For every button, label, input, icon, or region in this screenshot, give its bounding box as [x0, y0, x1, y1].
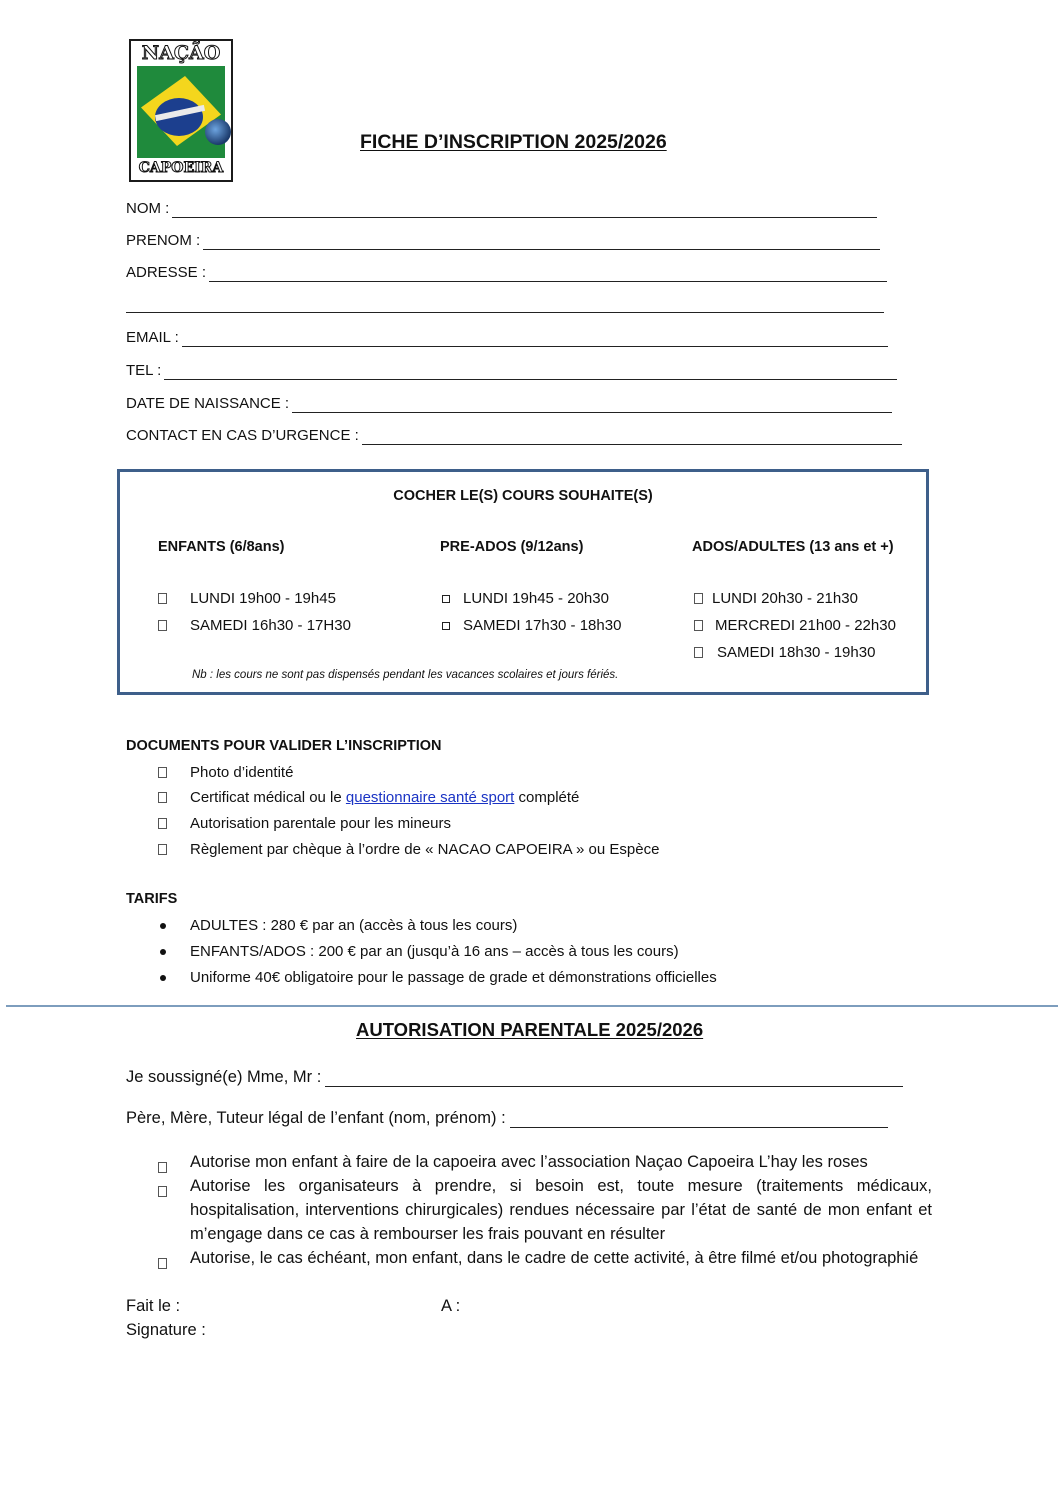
document-label: Autorisation parentale pour les mineurs [190, 815, 451, 832]
course-option[interactable] [442, 590, 609, 607]
column-heading-pre-ados: PRE-ADOS (9/12ans) [440, 539, 584, 555]
course-option[interactable] [694, 617, 896, 634]
adresse-input-line[interactable] [209, 267, 887, 282]
course-option[interactable] [694, 644, 875, 661]
document-item[interactable] [158, 815, 451, 832]
bullet-icon [160, 949, 166, 955]
course-label: SAMEDI 17h30 - 18h30 [463, 617, 622, 634]
contact-urgence-input-line[interactable] [362, 430, 902, 445]
place-label: A : [441, 1297, 461, 1315]
prenom-input-line[interactable] [203, 235, 880, 250]
field-label: DATE DE NAISSANCE : [126, 395, 290, 412]
nom-input-line[interactable] [172, 203, 877, 218]
tarif-item [158, 943, 679, 960]
checkbox-icon[interactable] [442, 622, 450, 630]
course-label: LUNDI 19h00 - 19h45 [190, 590, 336, 607]
course-option[interactable] [694, 590, 858, 607]
document-label-after: complété [514, 789, 580, 806]
bullet-icon [160, 923, 166, 929]
course-option[interactable] [158, 590, 336, 607]
logo-top-text: NAÇÃO [141, 42, 221, 64]
checkbox-icon[interactable] [442, 595, 450, 603]
field-tel[interactable] [126, 362, 897, 380]
checkbox-icon[interactable] [158, 1186, 167, 1197]
document-label [190, 789, 579, 806]
health-questionnaire-link[interactable]: questionnaire santé sport [345, 789, 515, 806]
authorization-label: Autorise les organisateurs à prendre, si besoin est, toute mesure (traitements médicaux, hospitalisation, interventions chirurgicales) rendues nécessaire par l’état de santé de mon enfant et m’engage dans ce cas à rembourser les frais pouvant en résulter [190, 1177, 932, 1243]
checkbox-icon[interactable] [694, 647, 703, 658]
course-note: Nb : les cours ne sont pas dispensés pendant les vacances scolaires et jours fériés. [192, 669, 619, 681]
column-heading-ados-adultes: ADOS/ADULTES (13 ans et +) [692, 539, 894, 555]
field-email[interactable] [126, 329, 888, 347]
tarif-label: Uniforme 40€ obligatoire pour le passage de grade et démonstrations officielles [190, 969, 717, 986]
field-label: EMAIL : [126, 329, 179, 346]
checkbox-icon[interactable] [158, 1162, 167, 1173]
column-heading-enfants: ENFANTS (6/8ans) [158, 539, 285, 555]
document-label-before: Certificat médical ou le [190, 789, 346, 806]
checkbox-icon[interactable] [158, 593, 167, 604]
course-label: LUNDI 19h45 - 20h30 [463, 590, 609, 607]
tarif-item [158, 969, 717, 986]
course-label: SAMEDI 18h30 - 19h30 [717, 644, 876, 661]
field-date-naissance[interactable] [126, 395, 892, 413]
page-title: FICHE D’INSCRIPTION 2025/2026 [360, 131, 667, 153]
authorization-label: Autorise mon enfant à faire de la capoeira avec l’association Naçao Capoeira L’hay les roses [190, 1153, 868, 1171]
tel-input-line[interactable] [164, 365, 897, 380]
section-divider [6, 1005, 1058, 1007]
tarifs-heading: TARIFS [126, 891, 178, 907]
checkbox-icon[interactable] [694, 593, 703, 604]
course-selection-box [117, 469, 929, 695]
nacao-capoeira-logo [129, 39, 233, 182]
tarif-label: ENFANTS/ADOS : 200 € par an (jusqu’à 16 ans – accès à tous les cours) [190, 943, 679, 960]
field-contact-urgence[interactable] [126, 427, 902, 445]
course-box-title: COCHER LE(S) COURS SOUHAITE(S) [393, 488, 653, 504]
field-adresse-2[interactable] [126, 298, 884, 313]
field-prenom[interactable] [126, 232, 880, 250]
field-label: Je soussigné(e) Mme, Mr : [126, 1068, 322, 1086]
adresse-2-input-line[interactable] [126, 298, 884, 313]
field-nom[interactable] [126, 200, 877, 218]
authorization-title: AUTORISATION PARENTALE 2025/2026 [356, 1019, 704, 1040]
document-item[interactable] [158, 764, 293, 781]
course-label: LUNDI 20h30 - 21h30 [712, 590, 858, 607]
course-label: SAMEDI 16h30 - 17H30 [190, 617, 351, 634]
field-signer-name[interactable] [126, 1068, 903, 1087]
course-label: MERCREDI 21h00 - 22h30 [715, 617, 896, 634]
globe-icon [205, 119, 231, 145]
email-input-line[interactable] [182, 332, 888, 347]
authorization-label: Autorise, le cas échéant, mon enfant, dans le cadre de cette activité, à être filmé et/ou photographié [190, 1249, 919, 1267]
field-label: Père, Mère, Tuteur légal de l’enfant (nom, prénom) : [126, 1109, 506, 1127]
course-option[interactable] [158, 617, 351, 634]
checkbox-icon[interactable] [694, 620, 703, 631]
date-naissance-input-line[interactable] [292, 398, 892, 413]
checkbox-icon[interactable] [158, 1258, 167, 1269]
guardian-input-line[interactable] [510, 1111, 888, 1128]
authorization-item[interactable] [158, 1174, 932, 1246]
document-item[interactable] [158, 841, 659, 858]
documents-heading: DOCUMENTS POUR VALIDER L’INSCRIPTION [126, 738, 442, 754]
checkbox-icon[interactable] [158, 792, 167, 803]
document-label: Photo d’identité [190, 764, 294, 781]
bullet-icon [160, 975, 166, 981]
signer-input-line[interactable] [325, 1070, 903, 1087]
document-item[interactable] [158, 789, 579, 806]
done-on-label: Fait le : [126, 1297, 181, 1315]
field-label: NOM : [126, 200, 170, 217]
field-label: ADRESSE : [126, 264, 207, 281]
course-option[interactable] [442, 617, 621, 634]
document-label: Règlement par chèque à l’ordre de « NACAO CAPOEIRA » ou Espèce [190, 841, 660, 858]
field-label: CONTACT EN CAS D’URGENCE : [126, 427, 359, 444]
field-label: PRENOM : [126, 232, 201, 249]
logo-bottom-text: CAPOEIRA [138, 160, 224, 176]
field-guardian[interactable] [126, 1109, 888, 1128]
field-adresse[interactable] [126, 264, 887, 282]
tarif-item [158, 917, 517, 934]
checkbox-icon[interactable] [158, 767, 167, 778]
checkbox-icon[interactable] [158, 844, 167, 855]
checkbox-icon[interactable] [158, 620, 167, 631]
field-label: TEL : [126, 362, 162, 379]
tarif-label: ADULTES : 280 € par an (accès à tous les cours) [190, 917, 518, 934]
signature-label: Signature : [126, 1321, 206, 1339]
authorization-item[interactable] [158, 1246, 932, 1276]
checkbox-icon[interactable] [158, 818, 167, 829]
